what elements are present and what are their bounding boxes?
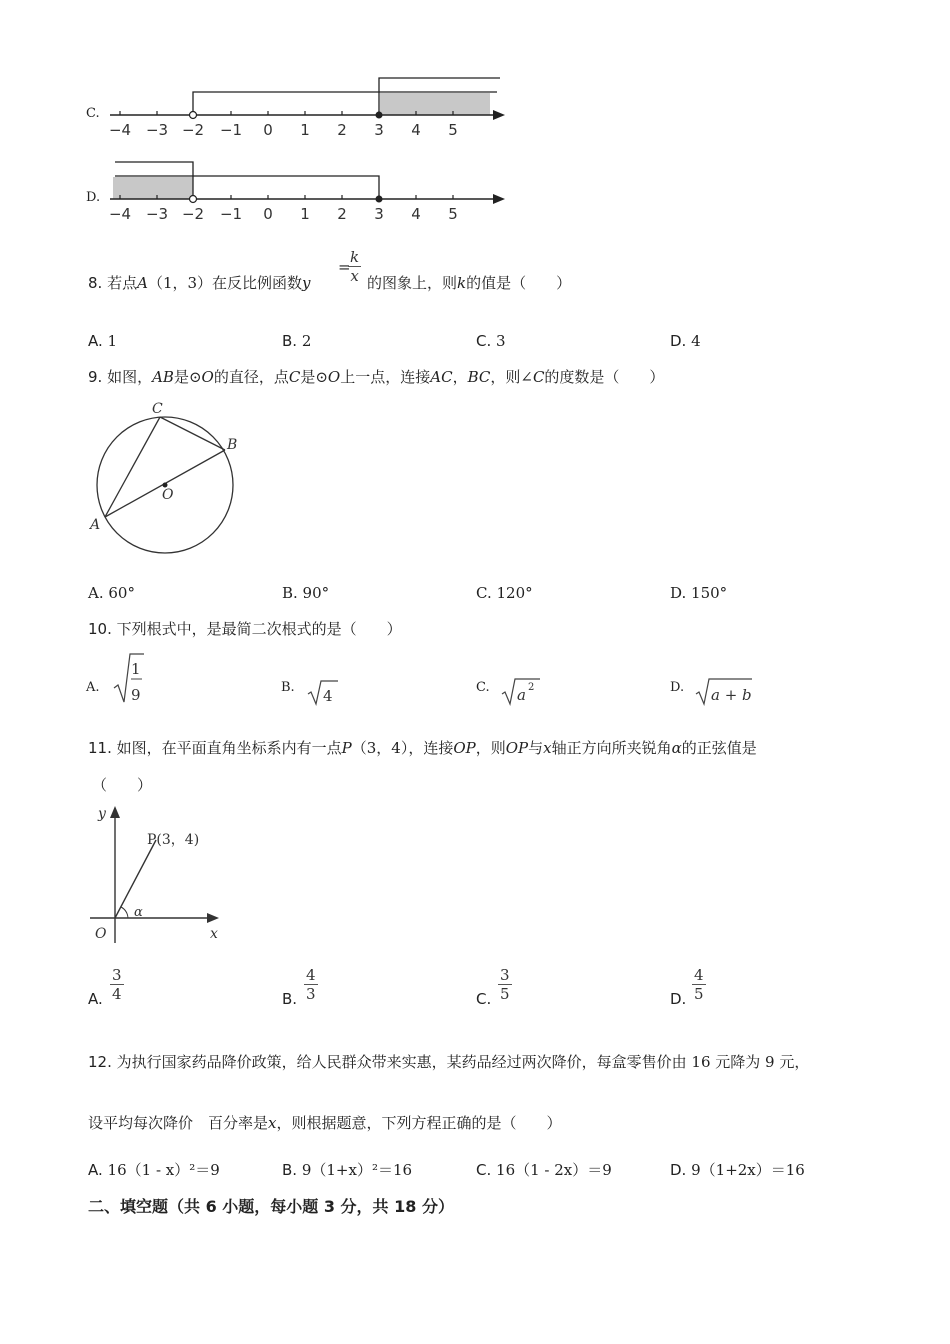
q11-number: 11.	[88, 739, 112, 757]
tick-label: −3	[145, 205, 169, 222]
q8-equals: =	[338, 258, 351, 276]
q9-option-b[interactable]: B. 90°	[282, 584, 330, 602]
label-a: A	[90, 517, 101, 533]
tick-label: −1	[219, 121, 243, 138]
q12-stem-line1: 12. 为执行国家药品降价政策，给人民群众带来实惠，某药品经过两次降价，每盒零售价由 16 元降为 9 元，	[88, 1053, 810, 1071]
q10-option-d-label[interactable]: D.	[670, 680, 685, 695]
q10-option-a-label[interactable]: A.	[86, 680, 100, 695]
q10-option-c-radical[interactable]	[500, 676, 544, 706]
tick-label: 3	[374, 121, 384, 138]
open-point	[190, 112, 197, 119]
q10-number: 10.	[88, 620, 112, 638]
q7-option-c-numberline	[105, 72, 515, 138]
q8-fraction: k x	[350, 248, 360, 285]
tick-label: 1	[300, 205, 310, 222]
q8-option-d[interactable]: D. 4	[670, 332, 701, 350]
label-p: P(3，4)	[147, 832, 200, 848]
q11-paren: （ ）	[92, 776, 153, 794]
q10-option-c-label[interactable]: C.	[476, 680, 490, 695]
q9-option-a[interactable]: A. 60°	[88, 584, 135, 602]
label-o: O	[162, 487, 174, 503]
q10-option-b-radical[interactable]	[306, 678, 340, 706]
section-heading: 二、填空题（共 6 小题，每小题 3 分，共 18 分）	[88, 1197, 454, 1216]
tick-label: −2	[181, 121, 205, 138]
q10-option-a-radical[interactable]	[112, 652, 146, 706]
q9-stem: 9. 如图，AB是⊙O的直径，点C是⊙O上一点，连接AC，BC，则∠C的度数是（ ）	[88, 368, 665, 386]
shaded-region	[113, 177, 193, 199]
label-b: B	[227, 437, 238, 453]
q8-option-c[interactable]: C. 3	[476, 332, 506, 350]
q9-circle-figure	[86, 398, 246, 558]
q7-option-d-numberline	[105, 156, 515, 222]
open-point	[190, 196, 197, 203]
label-c: C	[152, 401, 163, 417]
svg-text:a: a	[517, 686, 526, 704]
label-alpha: α	[134, 905, 143, 920]
tick-label: 4	[411, 121, 421, 138]
q8-number: 8.	[88, 274, 103, 292]
q10-option-d-radical[interactable]	[694, 676, 754, 706]
q12-option-b[interactable]: B. 9（1+x）²＝16	[282, 1161, 413, 1179]
q12-number: 12.	[88, 1053, 112, 1071]
tick-label: 5	[448, 205, 458, 222]
tick-label: 5	[448, 121, 458, 138]
q12-option-a[interactable]: A. 16（1 - x）²＝9	[88, 1161, 220, 1179]
q10-option-b-label[interactable]: B.	[281, 680, 295, 695]
q8-stem-tail: 的图象上，则k的值是（ ）	[367, 274, 572, 292]
tick-label: −4	[108, 205, 132, 222]
tick-label: −2	[181, 205, 205, 222]
q8-option-a[interactable]: A. 1	[88, 332, 118, 350]
chord-bc	[160, 417, 225, 450]
label-o: O	[95, 926, 107, 942]
q9-option-c[interactable]: C. 120°	[476, 584, 533, 602]
tick-label: −3	[145, 121, 169, 138]
shaded-region	[380, 93, 490, 115]
tick-label: 4	[411, 205, 421, 222]
label-y: y	[98, 806, 106, 822]
q9-option-d[interactable]: D. 150°	[670, 584, 728, 602]
q9-number: 9.	[88, 368, 103, 386]
q12-option-c[interactable]: C. 16（1 - 2x）＝9	[476, 1161, 612, 1179]
q8-option-b[interactable]: B. 2	[282, 332, 312, 350]
q7-option-d-label: D.	[86, 190, 101, 205]
q11-stem: 11. 如图，在平面直角坐标系内有一点P（3，4），连接OP，则OP与x轴正方向所夹锐角α的正弦值是	[88, 739, 757, 757]
svg-text:a + b: a + b	[711, 686, 752, 704]
svg-text:9: 9	[131, 686, 141, 704]
q7-option-c-label: C.	[86, 106, 100, 121]
q8-stem: 8. 若点A（1，3）在反比例函数y	[88, 274, 311, 292]
tick-label: −1	[219, 205, 243, 222]
svg-text:4: 4	[323, 687, 333, 705]
q11-coordinate-figure	[88, 800, 228, 946]
tick-label: 2	[337, 205, 347, 222]
q10-stem: 10. 下列根式中，是最简二次根式的是（ ）	[88, 620, 402, 638]
tick-label: 0	[263, 121, 273, 138]
solid-point	[376, 112, 383, 119]
tick-label: 1	[300, 121, 310, 138]
tick-label: 2	[337, 121, 347, 138]
solid-point	[376, 196, 383, 203]
tick-label: 0	[263, 205, 273, 222]
tick-label: 3	[374, 205, 384, 222]
angle-arc	[121, 907, 128, 918]
q12-option-d[interactable]: D. 9（1+2x）＝16	[670, 1161, 805, 1179]
q12-stem-line2: 设平均每次降价 百分率是x，则根据题意，下列方程正确的是（ ）	[88, 1114, 562, 1132]
svg-text:1: 1	[131, 660, 141, 678]
svg-text:2: 2	[528, 682, 535, 693]
label-x: x	[210, 926, 218, 942]
tick-label: −4	[108, 121, 132, 138]
